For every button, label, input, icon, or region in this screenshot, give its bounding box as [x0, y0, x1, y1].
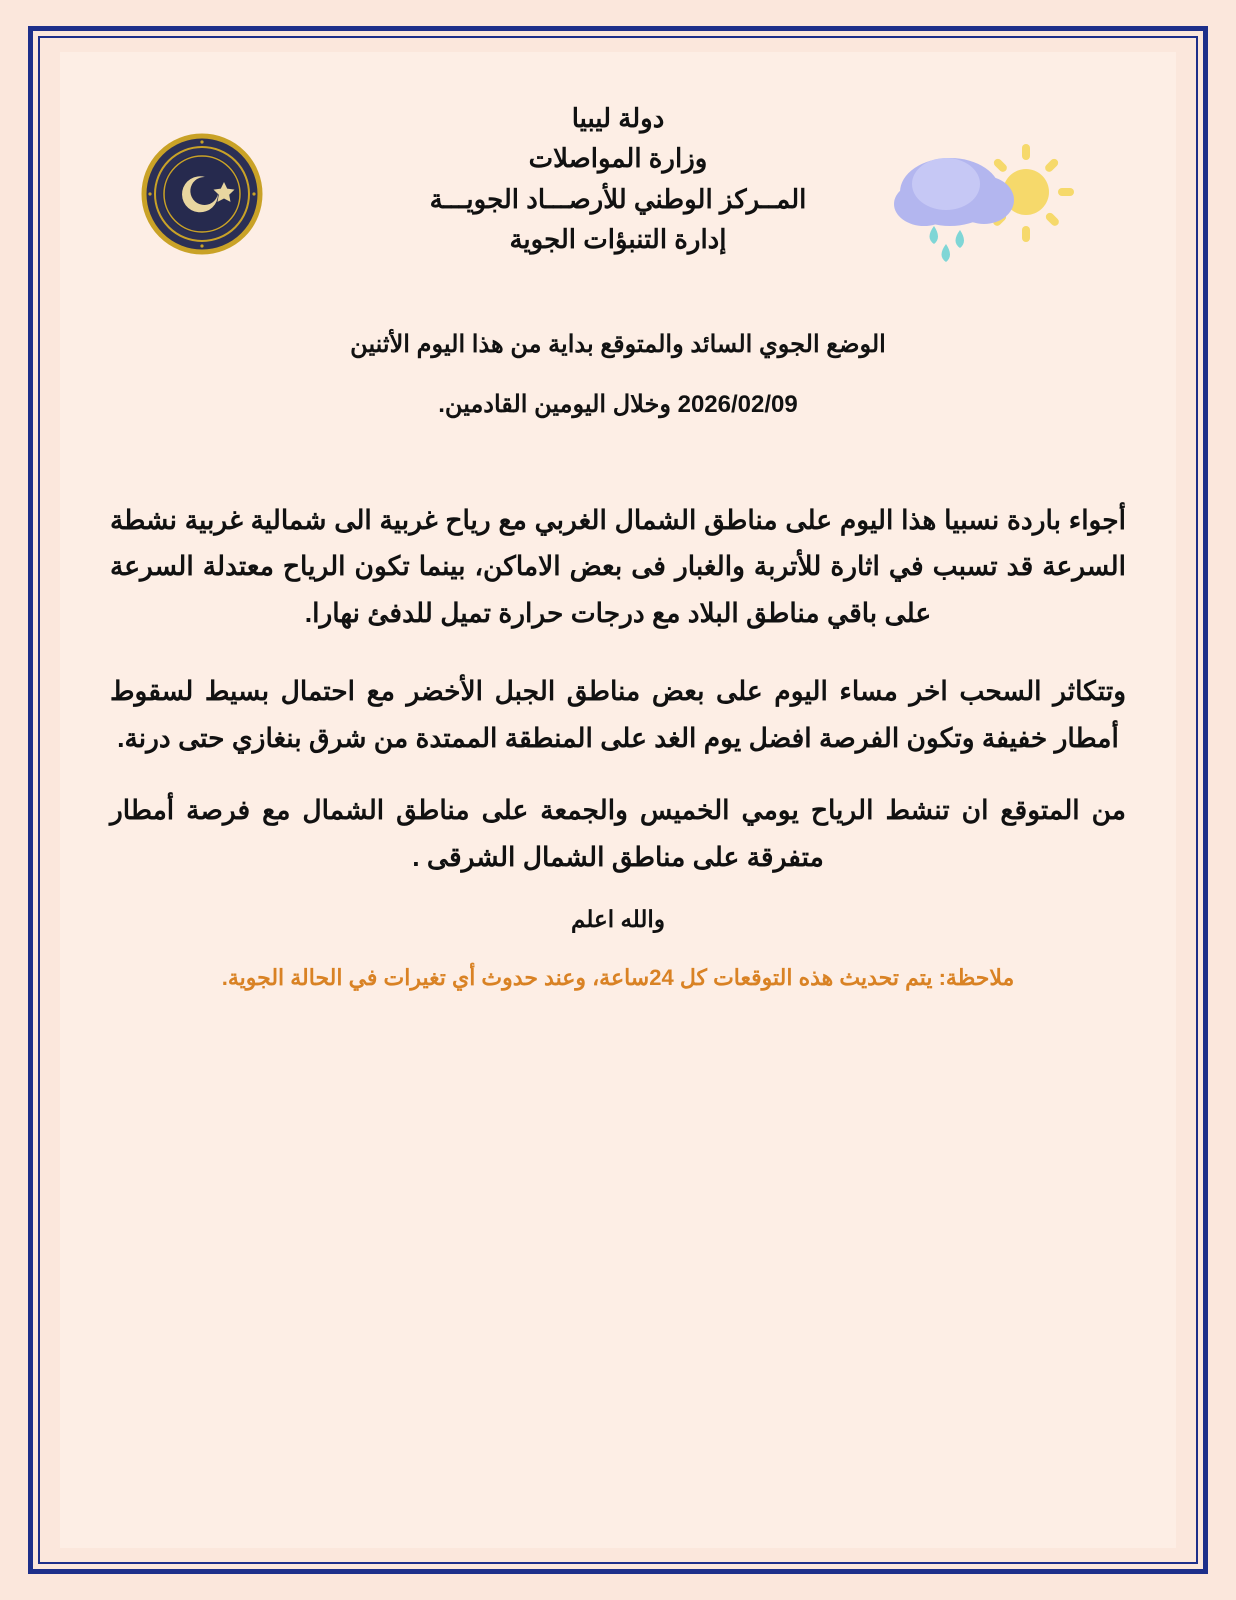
- forecast-body: [98, 497, 1138, 997]
- update-note: ملاحظة: يتم تحديث هذه التوقعات كل 24ساعة، وعند حدوث أي تغيرات في الحالة الجوية.: [221, 965, 1015, 991]
- header-line-country: دولة ليبيا: [571, 103, 665, 133]
- intro-line-2: 2026/02/09 وخلال اليومين القادمين.: [438, 391, 798, 418]
- header-line-department: إدارة التنبؤات الجوية: [509, 223, 727, 254]
- forecast-paragraph-3: من المتوقع ان تنشط الرياح يومي الخميس والجمعة على مناطق الشمال مع فرصة أمطار متفرقة على مناطق الشمال الشرقى .: [110, 795, 1126, 872]
- forecast-paragraph-2: وتتكاثر السحب اخر مساء اليوم على بعض مناطق الجبل الأخضر مع احتمال بسيط لسقوط أمطار خفيفة وتكون الفرصة افضل يوم الغد على المنطقة الممتدة من شرق بنغازي حتى درنة.: [110, 676, 1126, 753]
- header-titles: [98, 98, 1138, 259]
- intro-line-1: الوضع الجوي السائد والمتوقع بداية من هذا اليوم الأثنين: [350, 331, 886, 358]
- closing-phrase: والله اعلم: [571, 906, 665, 933]
- header-line-ministry: وزارة المواصلات: [528, 143, 708, 174]
- forecast-intro: [98, 315, 1138, 435]
- forecast-paragraph-1: أجواء باردة نسبيا هذا اليوم على مناطق الشمال الغربي مع رياح غربية الى شمالية غربية نشطة السرعة قد تسبب في اثارة للأتربة والغبار فى بعض الاماكن، بينما تكون الرياح معتدلة السرعة على باقي مناطق البلاد مع درجات حرارة تميل للدفئ نهارا.: [110, 505, 1126, 628]
- document-header: [98, 70, 1138, 275]
- header-line-center: المــركز الوطني للأرصـــاد الجويـــة: [429, 183, 807, 214]
- document-content: [60, 52, 1176, 1548]
